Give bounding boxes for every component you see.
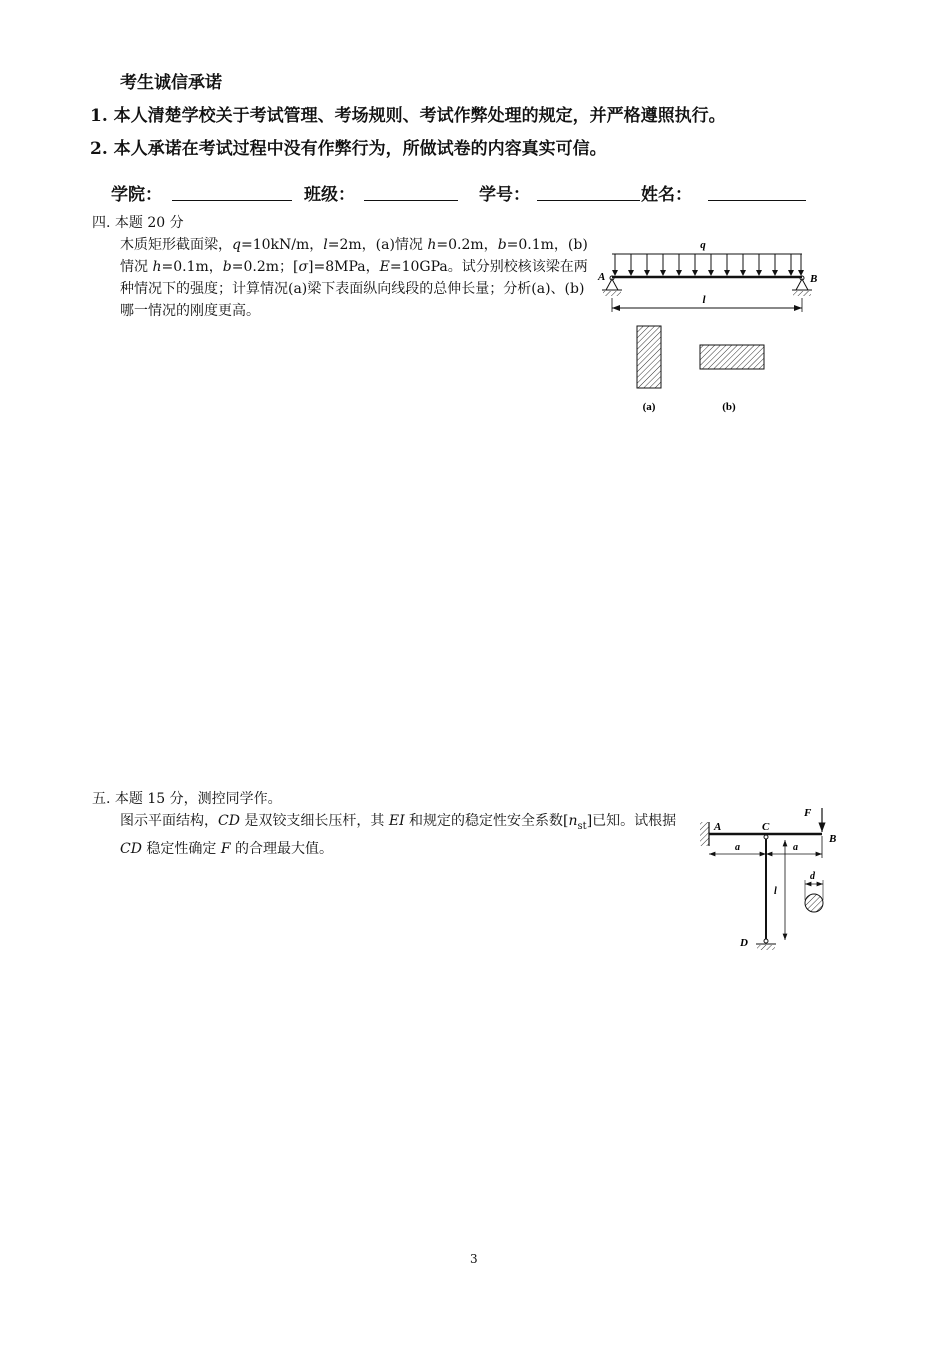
dim-a1-label: a: [735, 842, 740, 853]
dim-d-label: d: [810, 871, 815, 882]
college-blank[interactable]: [172, 200, 292, 201]
page-number: 3: [470, 1252, 478, 1266]
q4-body: 木质矩形截面梁，q=10kN/m，l=2m，(a)情况 h=0.2m，b=0.1m，(b)情况 h=0.1m，b=0.2m；[σ]=8MPa，E=10GPa。试分别校核该梁在两种情况下的强度；计算情况(a)梁下表面纵向线段的总伸长量；分析(a)、(b)哪一情况的刚度更高。: [120, 237, 588, 319]
pledge-title: 考生诚信承诺: [120, 73, 222, 93]
force-label: F: [804, 807, 812, 819]
student-id-blank[interactable]: [537, 200, 640, 201]
hinge-c: [764, 835, 768, 839]
hinge-d: [764, 939, 768, 943]
point-d-label: D: [740, 937, 748, 949]
name-label: 姓名：: [641, 185, 692, 205]
section-a-label: (a): [642, 401, 656, 413]
distributed-load-arrowheads: [612, 270, 804, 276]
student-id-label: 学号：: [479, 185, 530, 205]
section-b-label: (b): [722, 401, 736, 413]
q4-header: 四. 本题 20 分: [92, 215, 184, 231]
class-blank[interactable]: [364, 200, 458, 201]
q4-figure: [590, 232, 830, 422]
q5-header: 五. 本题 15 分，测控同学作。: [92, 791, 282, 807]
point-a-label: A: [714, 821, 722, 833]
load-label: q: [700, 239, 706, 251]
span-label: l: [702, 294, 706, 306]
pledge-item-2: 2. 本人承诺在考试过程中没有作弊行为，所做试卷的内容真实可信。: [90, 139, 607, 159]
name-blank[interactable]: [708, 200, 806, 201]
college-label: 学院：: [111, 185, 162, 205]
q5-figure: [690, 800, 850, 960]
support-a-label: A: [598, 271, 606, 283]
section-b: [700, 345, 764, 369]
point-c-label: C: [762, 821, 770, 833]
section-a: [637, 326, 661, 388]
pledge-item-1: 1. 本人清楚学校关于考试管理、考场规则、考试作弊处理的规定，并严格遵照执行。: [90, 106, 726, 126]
circular-section: [805, 894, 823, 912]
fixed-wall: [700, 822, 709, 846]
q5-body: 图示平面结构，CD 是双铰支细长压杆，其 EI 和规定的稳定性安全系数$[n_{st}]$已知。试根据 CD 稳定性确定 F 的合理最大值。: [120, 813, 677, 857]
support-d-hatch: [757, 945, 775, 950]
dim-a2-label: a: [793, 842, 798, 853]
pin-support-b: [792, 276, 812, 296]
point-b-label: B: [829, 833, 837, 845]
class-label: 班级：: [304, 185, 355, 205]
dim-l-label: l: [774, 886, 777, 897]
support-b-label: B: [810, 273, 818, 285]
